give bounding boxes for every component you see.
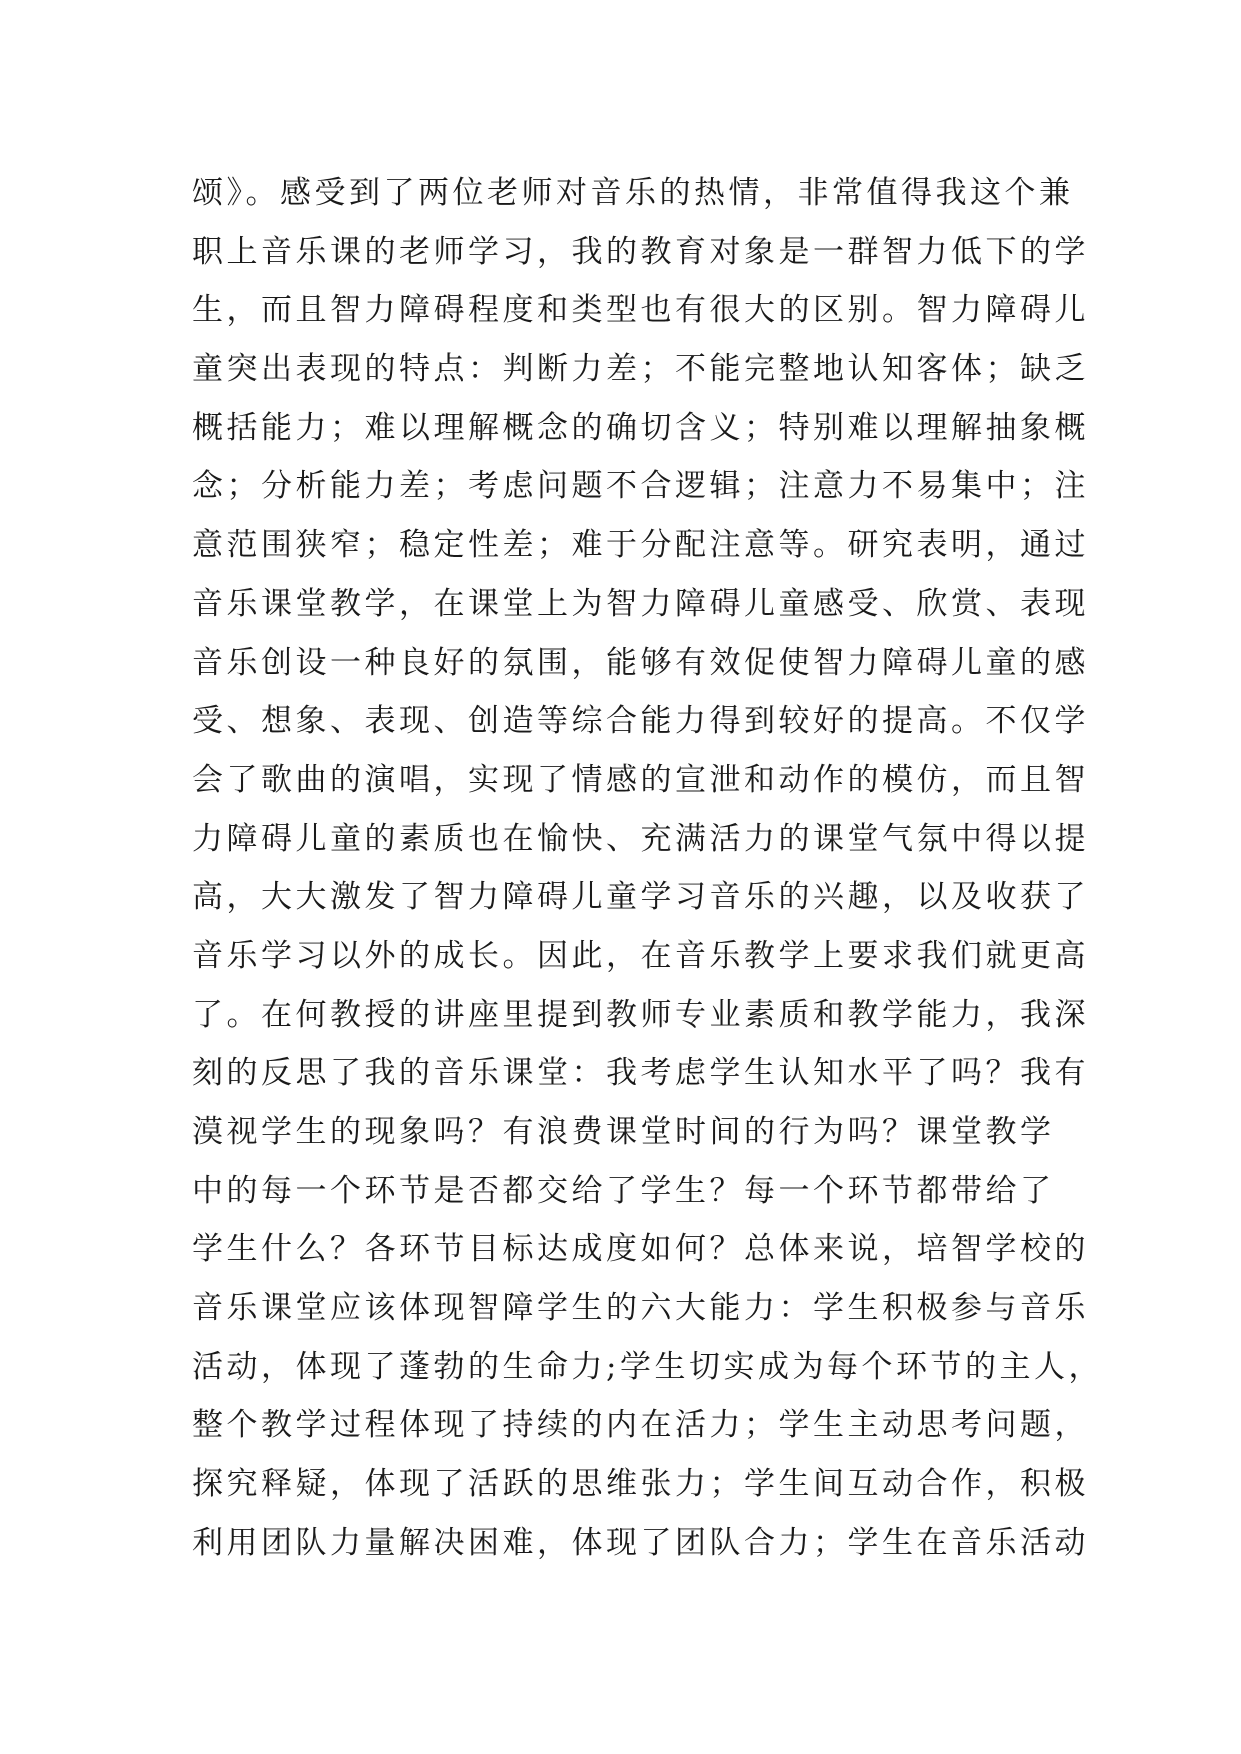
text-line: 念；分析能力差；考虑问题不合逻辑；注意力不易集中；注 bbox=[192, 468, 1089, 505]
text-line: 探究释疑，体现了活跃的思维张力；学生间互动合作，积极 bbox=[192, 1466, 1089, 1503]
text-line: 利用团队力量解决困难，体现了团队合力；学生在音乐活动 bbox=[192, 1524, 1089, 1561]
text-line: 学生什么？各环节目标达成度如何？总体来说，培智学校的 bbox=[192, 1231, 1089, 1268]
text-line: 音乐创设一种良好的氛围，能够有效促使智力障碍儿童的感 bbox=[192, 644, 1089, 681]
text-line: 受、想象、表现、创造等综合能力得到较好的提高。不仅学 bbox=[192, 703, 1089, 740]
text-line: 力障碍儿童的素质也在愉快、充满活力的课堂气氛中得以提 bbox=[192, 820, 1089, 857]
text-line: 音乐学习以外的成长。因此，在音乐教学上要求我们就更高 bbox=[192, 937, 1089, 974]
text-line: 刻的反思了我的音乐课堂：我考虑学生认知水平了吗？我有 bbox=[192, 1055, 1089, 1092]
text-line: 音乐课堂教学，在课堂上为智力障碍儿童感受、欣赏、表现 bbox=[192, 585, 1089, 622]
text-line: 童突出表现的特点：判断力差；不能完整地认知客体；缺乏 bbox=[192, 351, 1089, 388]
text-line: 高，大大激发了智力障碍儿童学习音乐的兴趣，以及收获了 bbox=[192, 879, 1089, 916]
text-line: 会了歌曲的演唱，实现了情感的宣泄和动作的模仿，而且智 bbox=[192, 761, 1089, 798]
text-line: 概括能力；难以理解概念的确切含义；特别难以理解抽象概 bbox=[192, 409, 1089, 446]
body-text bbox=[192, 164, 1103, 1573]
text-line: 了。在何教授的讲座里提到教师专业素质和教学能力，我深 bbox=[192, 996, 1089, 1033]
text-line: 颂》。感受到了两位老师对音乐的热情，非常值得我这个兼 bbox=[192, 175, 1074, 211]
text-line: 生，而且智力障碍程度和类型也有很大的区别。智力障碍儿 bbox=[192, 292, 1089, 329]
text-line: 音乐课堂应该体现智障学生的六大能力：学生积极参与音乐 bbox=[192, 1290, 1089, 1327]
text-line: 活动，体现了蓬勃的生命力;学生切实成为每个环节的主人， bbox=[192, 1348, 1103, 1385]
text-line: 整个教学过程体现了持续的内在活力；学生主动思考问题， bbox=[192, 1407, 1089, 1444]
text-line: 漠视学生的现象吗？有浪费课堂时间的行为吗？课堂教学 bbox=[192, 1114, 1055, 1150]
text-line: 职上音乐课的老师学习，我的教育对象是一群智力低下的学 bbox=[192, 233, 1089, 270]
text-line: 中的每一个环节是否都交给了学生？每一个环节都带给了 bbox=[192, 1172, 1055, 1209]
text-line: 意范围狭窄；稳定性差；难于分配注意等。研究表明，通过 bbox=[192, 527, 1089, 564]
